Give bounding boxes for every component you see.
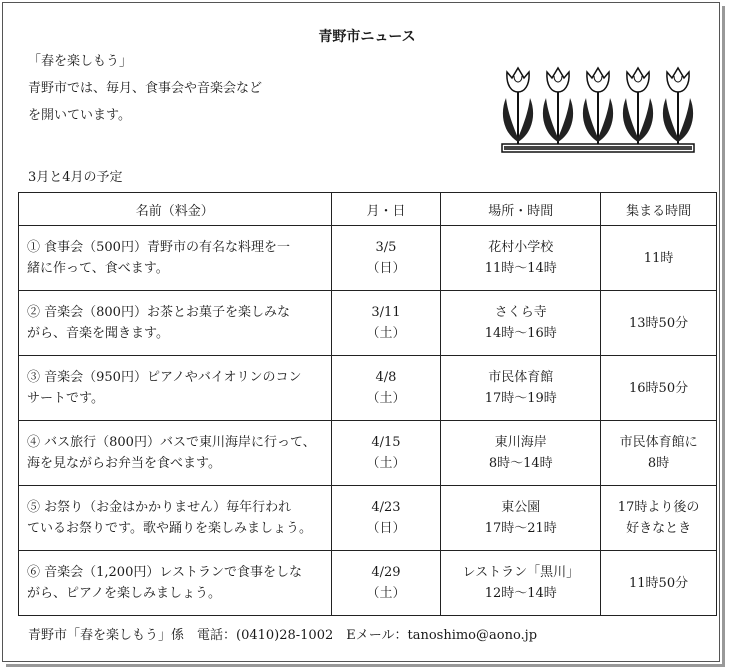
event-name-cell: [19, 486, 332, 551]
event-description: ② 音楽会（800円）お茶とお菓子を楽しみな: [27, 305, 290, 320]
table-row: [19, 551, 717, 616]
gather-time: 好きなとき: [626, 521, 692, 536]
event-gather-cell: [601, 486, 717, 551]
event-gather-cell: [601, 421, 717, 486]
event-place-cell: [441, 551, 601, 616]
header-gather-time: 集まる時間: [601, 193, 717, 226]
event-name-cell: [19, 551, 332, 616]
table-row: [19, 356, 717, 421]
event-description: ④ バス旅行（800円）バスで東川海岸に行って、: [27, 435, 316, 450]
event-time: 17時～21時: [484, 521, 557, 536]
intro-line: 青野市では、毎月、食事会や音楽会など: [28, 81, 263, 96]
page-title: 青野市ニュース: [318, 29, 416, 45]
event-weekday: （土）: [366, 456, 406, 471]
event-description: サートです。: [27, 391, 104, 406]
event-place-cell: [441, 421, 601, 486]
intro-line: を開いています。: [28, 108, 131, 123]
event-description: ⑤ お祭り（お金はかかりません）毎年行われ: [27, 500, 292, 515]
event-time: 17時～19時: [484, 391, 557, 406]
event-weekday: （土）: [366, 326, 406, 341]
contact-footer: 青野市「春を楽しもう」係 電話：(0410)28-1002 Eメール：tanoshimo@aono.jp: [28, 628, 538, 643]
gather-time: 8時: [647, 456, 670, 471]
event-weekday: （日）: [366, 521, 406, 536]
header-date: 月・日: [331, 193, 441, 226]
event-date-cell: [331, 356, 441, 421]
gather-time: 17時より後の: [617, 500, 700, 515]
event-description: ⑥ 音楽会（1,200円）レストランで食事をしな: [27, 565, 302, 580]
event-time: 8時～14時: [488, 456, 553, 471]
tulip-icon: [503, 68, 533, 144]
table-row: [19, 226, 717, 291]
header-place-time: 場所・時間: [441, 193, 601, 226]
event-weekday: （日）: [366, 261, 406, 276]
event-description: がら、ピアノを楽しみましょう。: [27, 586, 221, 601]
event-gather-cell: [601, 551, 717, 616]
event-date-cell: [331, 421, 441, 486]
event-gather-cell: [601, 291, 717, 356]
event-place-cell: [441, 291, 601, 356]
gather-time: 11時50分: [629, 575, 689, 591]
event-description: ③ 音楽会（950円）ピアノやバイオリンのコン: [27, 370, 302, 385]
event-name-cell: [19, 291, 332, 356]
gather-time: 13時50分: [629, 315, 689, 331]
event-date-cell: [331, 291, 441, 356]
event-date: 4/23: [371, 500, 401, 515]
tulip-icon: [663, 68, 693, 144]
event-time: 14時～16時: [484, 326, 557, 341]
event-gather-cell: [601, 356, 717, 421]
event-date: 4/8: [375, 370, 397, 385]
event-gather-cell: [601, 226, 717, 291]
tulip-icon: [623, 68, 653, 144]
event-description: ているお祭りです。歌や踊りを楽しみましょう。: [27, 521, 312, 536]
event-description: がら、音楽を聞きます。: [27, 326, 169, 341]
event-description: ① 食事会（500円）青野市の有名な料理を一: [27, 240, 290, 255]
event-place: さくら寺: [494, 305, 547, 320]
event-name-cell: [19, 226, 332, 291]
gather-time: 16時50分: [629, 380, 689, 396]
event-place: レストラン「黒川」: [462, 565, 580, 580]
event-place-cell: [441, 486, 601, 551]
event-date-cell: [331, 226, 441, 291]
event-date-cell: [331, 486, 441, 551]
gather-time: 市民体育館に: [619, 435, 698, 450]
events-table: [18, 192, 717, 616]
event-place: 東公園: [501, 500, 541, 515]
event-place: 市民体育館: [488, 370, 554, 385]
schedule-label: 3月と4月の予定: [28, 170, 123, 185]
event-place: 花村小学校: [488, 240, 554, 255]
header-name: 名前（料金）: [19, 193, 332, 226]
event-weekday: （土）: [366, 586, 406, 601]
table-row: [19, 291, 717, 356]
event-name-cell: [19, 421, 332, 486]
event-date: 4/29: [371, 565, 401, 580]
event-weekday: （土）: [366, 391, 406, 406]
event-date: 3/11: [371, 305, 401, 320]
event-description: 緒に作って、食べます。: [27, 261, 169, 276]
tulip-icon: [583, 68, 613, 144]
intro-heading: 「春を楽しもう」: [28, 54, 133, 69]
gather-time: 11時: [643, 250, 674, 266]
intro-text: [28, 48, 262, 129]
event-description: 海を見ながらお弁当を食べます。: [27, 456, 221, 471]
event-place-cell: [441, 356, 601, 421]
event-date-cell: [331, 551, 441, 616]
event-time: 12時～14時: [484, 586, 557, 601]
tulip-icon: [543, 68, 573, 144]
event-date: 4/15: [371, 435, 401, 450]
table-row: [19, 421, 717, 486]
event-name-cell: [19, 356, 332, 421]
event-time: 11時～14時: [484, 261, 557, 276]
event-date: 3/5: [375, 240, 397, 255]
event-place: 東川海岸: [494, 435, 547, 450]
table-row: [19, 486, 717, 551]
tulips-illustration: [498, 62, 698, 158]
event-place-cell: [441, 226, 601, 291]
table-header-row: [19, 193, 717, 226]
